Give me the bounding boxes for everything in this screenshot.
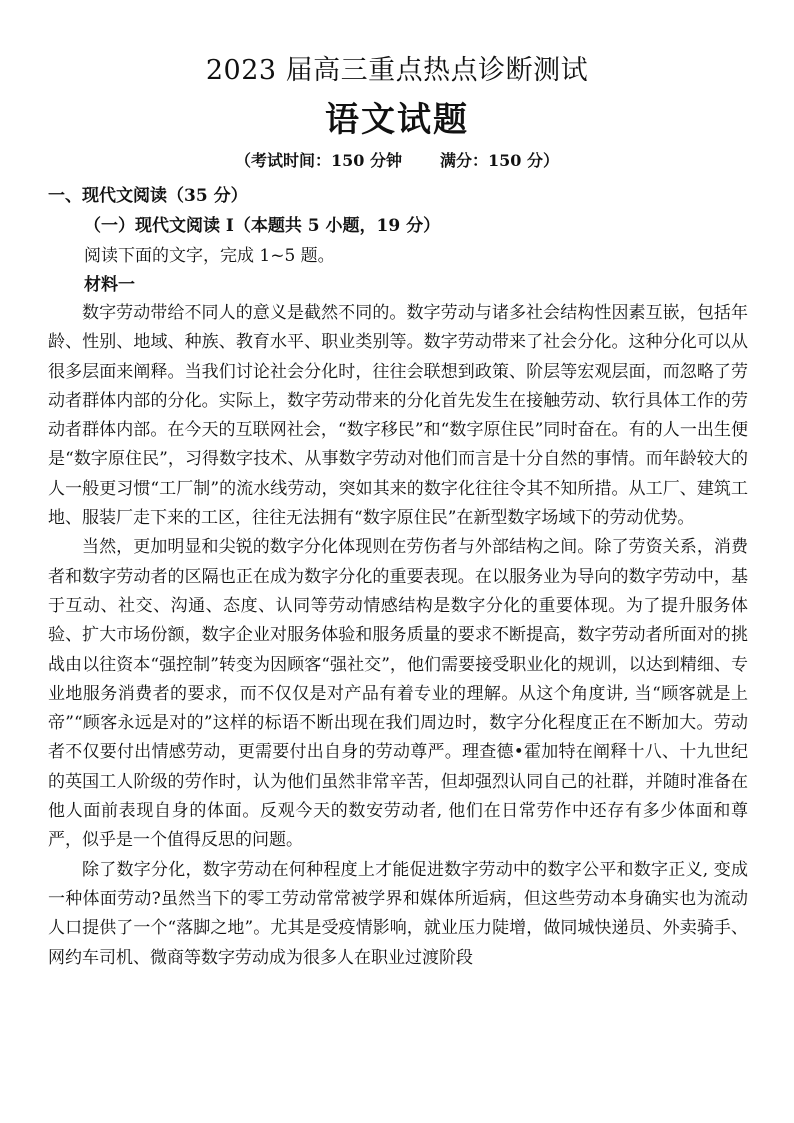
paragraph: 当然，更加明显和尖锐的数字分化体现则在劳伤者与外部结构之间。除了劳资关系，消费者和数字劳动者的区隔也正在成为数字分化的重要表现。在以服务业为导向的数字劳动中，基于互动、社交、沟通、态度、认同等劳动情感结构是数字分化的重要体现。为了提升服务体验、扩大市场份额，数字企业对服务体验和服务质量的要求不断提高，数字劳动者所面对的挑战由以往资本“强控制”转变为因顾客“强社交”，他们需要接受职业化的规训，以达到精细、专业地服务消费者的要求，而不仅仅是对产品有着专业的理解。从这个角度讲, 当“顾客就是上帝”“顾客永远是对的”这样的标语不断出现在我们周边时，数字分化程度正在不断加大。劳动者不仅要付出情感劳动，更需要付出自身的劳动尊严。理查德•霍加特在阐释十八、十九世纪的英国工人阶级的劳作时，认为他们虽然非常辛苦，但却强烈认同自己的社群，并随时准备在他人面前表现自身的体面。反观今天的数安劳动者, 他们在日常劳作中还存有多少体面和尊严，似乎是一个值得反思的问题。 [48,537,748,851]
exam-title: 2023 届高三重点热点诊断测试 [205,55,589,86]
paragraph: 数字劳动带给不同人的意义是截然不同的。数字劳动与诸多社会结构性因素互嵌，包括年龄、性别、地域、种族、教育水平、职业类别等。数字劳动带来了社会分化。这种分化可以从很多层面来阐释。当我们讨论社会分化时，往往会联想到政策、阶层等宏观层面，而忽略了劳动者群体内部的分化。实际上，数字劳动带来的分化首先发生在接触劳动、软行具体工作的劳动者群体内部。在今天的互联网社会，“数字移民”和“数字原住民”同时奋在。有的人一出生便是“数字原住民”，习得数字技术、从事数字劳动对他们而言是十分自然的事情。而年龄较大的人一般更习惯“工厂制”的流水线劳动，突如其来的数字化往往令其不知所措。从工厂、建筑工地、服装厂走下来的工区，往往无法拥有“数字原住民”在新型数字场域下的劳动优势。 [48,303,748,529]
reading-instruction: 阅读下面的文字，完成 1~5 题。 [84,246,335,266]
material-label: 材料一 [84,275,135,295]
subsection-heading: （一）现代文阅读 I（本题共 5 小题，19 分） [84,216,441,236]
exam-info [0,148,794,171]
exam-time: （考试时间：150 分钟 [235,151,402,170]
article-body [48,299,748,973]
paragraph: 除了数字分化，数字劳动在何种程度上才能促进数字劳动中的数字公平和数字正义, 变成一种体面劳动?虽然当下的零工劳动常常被学界和媒体所逅病，但这些劳动本身确实也为流动人口提供了一个“落脚之地”。尤其是受疫情影响，就业压力陡增，做同城快递员、外卖骑手、网约车司机、微商等数字劳动成为很多人在职业过渡阶段 [48,859,748,968]
full-score: 满分：150 分） [440,151,559,170]
subject-title: 语文试题 [325,100,469,140]
section-heading: 一、现代文阅读（35 分） [48,186,248,206]
